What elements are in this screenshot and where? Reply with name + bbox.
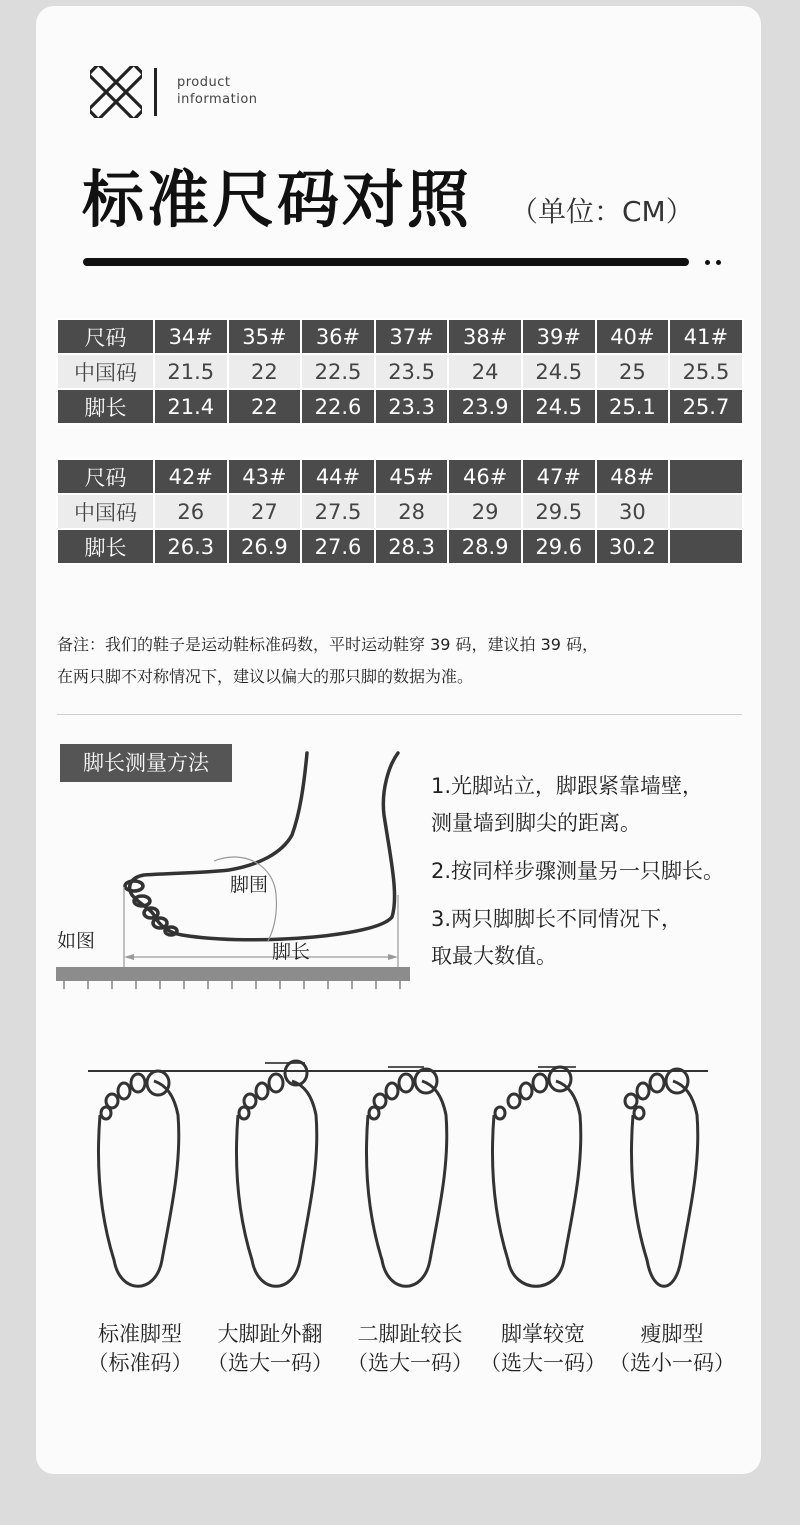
method-tag: 脚长测量方法 bbox=[60, 744, 232, 782]
table-cell: 38# bbox=[448, 319, 522, 354]
toe-outline bbox=[239, 1107, 249, 1119]
toe-outline bbox=[399, 1074, 413, 1092]
toe-outline bbox=[118, 1083, 130, 1099]
table-cell: 27.6 bbox=[301, 529, 375, 564]
header-divider bbox=[154, 68, 157, 116]
row-header-cell: 脚长 bbox=[57, 529, 154, 564]
table-cell: 28.3 bbox=[375, 529, 449, 564]
table-cell: 26.9 bbox=[228, 529, 302, 564]
decor-dot bbox=[716, 260, 721, 265]
toe-outline bbox=[650, 1074, 664, 1092]
foot-type-standard: 标准脚型 bbox=[98, 1322, 182, 1346]
table-cell: 25.1 bbox=[596, 389, 670, 424]
table-cell: 42# bbox=[154, 459, 228, 494]
table-cell: 48# bbox=[596, 459, 670, 494]
information-label: information bbox=[177, 92, 258, 107]
foot-length-row bbox=[57, 529, 743, 564]
foot-girth-label: 脚围 bbox=[230, 874, 269, 896]
toe-outline bbox=[625, 1094, 637, 1108]
figure-caption: 如图 bbox=[57, 930, 96, 952]
table-cell: 23.5 bbox=[375, 354, 449, 389]
table-cell: 40# bbox=[596, 319, 670, 354]
row-header-cell: 中国码 bbox=[57, 354, 154, 389]
decor-dot bbox=[705, 260, 710, 265]
note-line-2: 在两只脚不对称情况下，建议以偏大的那只脚的数据为准。 bbox=[57, 667, 474, 686]
table-cell: 23.3 bbox=[375, 389, 449, 424]
step-3-line-1: 3.两只脚脚长不同情况下， bbox=[431, 907, 683, 931]
table-cell: 26.3 bbox=[154, 529, 228, 564]
toe-outline bbox=[520, 1083, 532, 1099]
table-cell: 25.7 bbox=[669, 389, 743, 424]
toe-outline bbox=[369, 1107, 379, 1119]
table-cell: 47# bbox=[522, 459, 596, 494]
toe-outline bbox=[386, 1083, 398, 1099]
foot-length-row bbox=[57, 389, 743, 424]
table-cell bbox=[669, 494, 743, 529]
table-cell: 22 bbox=[228, 354, 302, 389]
table-cell: 37# bbox=[375, 319, 449, 354]
table-cell: 29.5 bbox=[522, 494, 596, 529]
table-cell: 22.6 bbox=[301, 389, 375, 424]
table-cell: 35# bbox=[228, 319, 302, 354]
foot-type-bunion: 大脚趾外翻 bbox=[217, 1322, 323, 1346]
table-cell: 29.6 bbox=[522, 529, 596, 564]
table-cell: 21.5 bbox=[154, 354, 228, 389]
table-cell bbox=[669, 459, 743, 494]
size-table-1 bbox=[56, 318, 744, 425]
table-cell: 46# bbox=[448, 459, 522, 494]
table-cell: 21.4 bbox=[154, 389, 228, 424]
step-2: 2.按同样步骤测量另一只脚长。 bbox=[431, 859, 725, 883]
foot-type-long-second-toe-advice: （选大一码） bbox=[347, 1351, 473, 1375]
ruler-pencil-icon bbox=[90, 66, 142, 118]
table-cell: 30.2 bbox=[596, 529, 670, 564]
toe-outline bbox=[508, 1094, 520, 1108]
foot-type-standard-advice: （标准码） bbox=[87, 1351, 193, 1375]
table-cell: 27.5 bbox=[301, 494, 375, 529]
table-cell: 45# bbox=[375, 459, 449, 494]
china-size-row bbox=[57, 354, 743, 389]
table-cell: 24 bbox=[448, 354, 522, 389]
table-cell bbox=[669, 529, 743, 564]
toe-outline bbox=[101, 1107, 111, 1119]
page-title: 标准尺码对照 bbox=[82, 163, 473, 236]
table-cell: 28.9 bbox=[448, 529, 522, 564]
table-cell: 25.5 bbox=[669, 354, 743, 389]
foot-type-slim: 瘦脚型 bbox=[640, 1322, 704, 1346]
table-cell: 26 bbox=[154, 494, 228, 529]
step-1-line-2: 测量墙到脚尖的距离。 bbox=[431, 811, 641, 835]
table-cell: 44# bbox=[301, 459, 375, 494]
table-cell: 25 bbox=[596, 354, 670, 389]
table-cell: 43# bbox=[228, 459, 302, 494]
toe-outline bbox=[269, 1074, 283, 1092]
size-row bbox=[57, 319, 743, 354]
toe-outline bbox=[256, 1083, 268, 1099]
row-header-cell: 中国码 bbox=[57, 494, 154, 529]
table-cell: 41# bbox=[669, 319, 743, 354]
table-cell: 36# bbox=[301, 319, 375, 354]
section-divider bbox=[57, 714, 742, 715]
table-cell: 27 bbox=[228, 494, 302, 529]
table-cell: 23.9 bbox=[448, 389, 522, 424]
product-label: product bbox=[177, 75, 231, 90]
foot-type-wide: 脚掌较宽 bbox=[501, 1322, 585, 1346]
table-cell: 24.5 bbox=[522, 354, 596, 389]
row-header-cell: 尺码 bbox=[57, 459, 154, 494]
table-cell: 30 bbox=[596, 494, 670, 529]
note-line-1: 备注：我们的鞋子是运动鞋标准码数，平时运动鞋穿 39 码，建议拍 39 码， bbox=[57, 635, 599, 654]
toe-outline bbox=[634, 1107, 644, 1119]
size-table-2 bbox=[56, 458, 744, 565]
table-cell: 22.5 bbox=[301, 354, 375, 389]
foot-type-wide-advice: （选大一码） bbox=[480, 1351, 606, 1375]
row-header-cell: 脚长 bbox=[57, 389, 154, 424]
slim-foot-outline bbox=[632, 1081, 698, 1286]
toe-outline bbox=[533, 1074, 547, 1092]
foot-type-long-second-toe: 二脚趾较长 bbox=[357, 1322, 463, 1346]
foot-type-slim-advice: （选小一码） bbox=[609, 1351, 735, 1375]
unit-label: （单位：CM） bbox=[510, 195, 694, 228]
title-underline bbox=[83, 258, 689, 266]
toe-outline bbox=[495, 1107, 505, 1119]
foot-types-illustration bbox=[80, 1055, 720, 1305]
table-cell: 24.5 bbox=[522, 389, 596, 424]
step-1-line-1: 1.光脚站立，脚跟紧靠墙壁， bbox=[431, 774, 704, 798]
step-3-line-2: 取最大数值。 bbox=[431, 944, 557, 968]
row-header-cell: 尺码 bbox=[57, 319, 154, 354]
size-row bbox=[57, 459, 743, 494]
foot-type-bunion-advice: （选大一码） bbox=[207, 1351, 333, 1375]
table-cell: 22 bbox=[228, 389, 302, 424]
table-cell: 28 bbox=[375, 494, 449, 529]
foot-length-label: 脚长 bbox=[272, 941, 311, 963]
toe-outline bbox=[637, 1083, 649, 1099]
table-cell: 39# bbox=[522, 319, 596, 354]
table-cell: 34# bbox=[154, 319, 228, 354]
table-cell: 29 bbox=[448, 494, 522, 529]
china-size-row bbox=[57, 494, 743, 529]
toe-outline bbox=[131, 1074, 145, 1092]
